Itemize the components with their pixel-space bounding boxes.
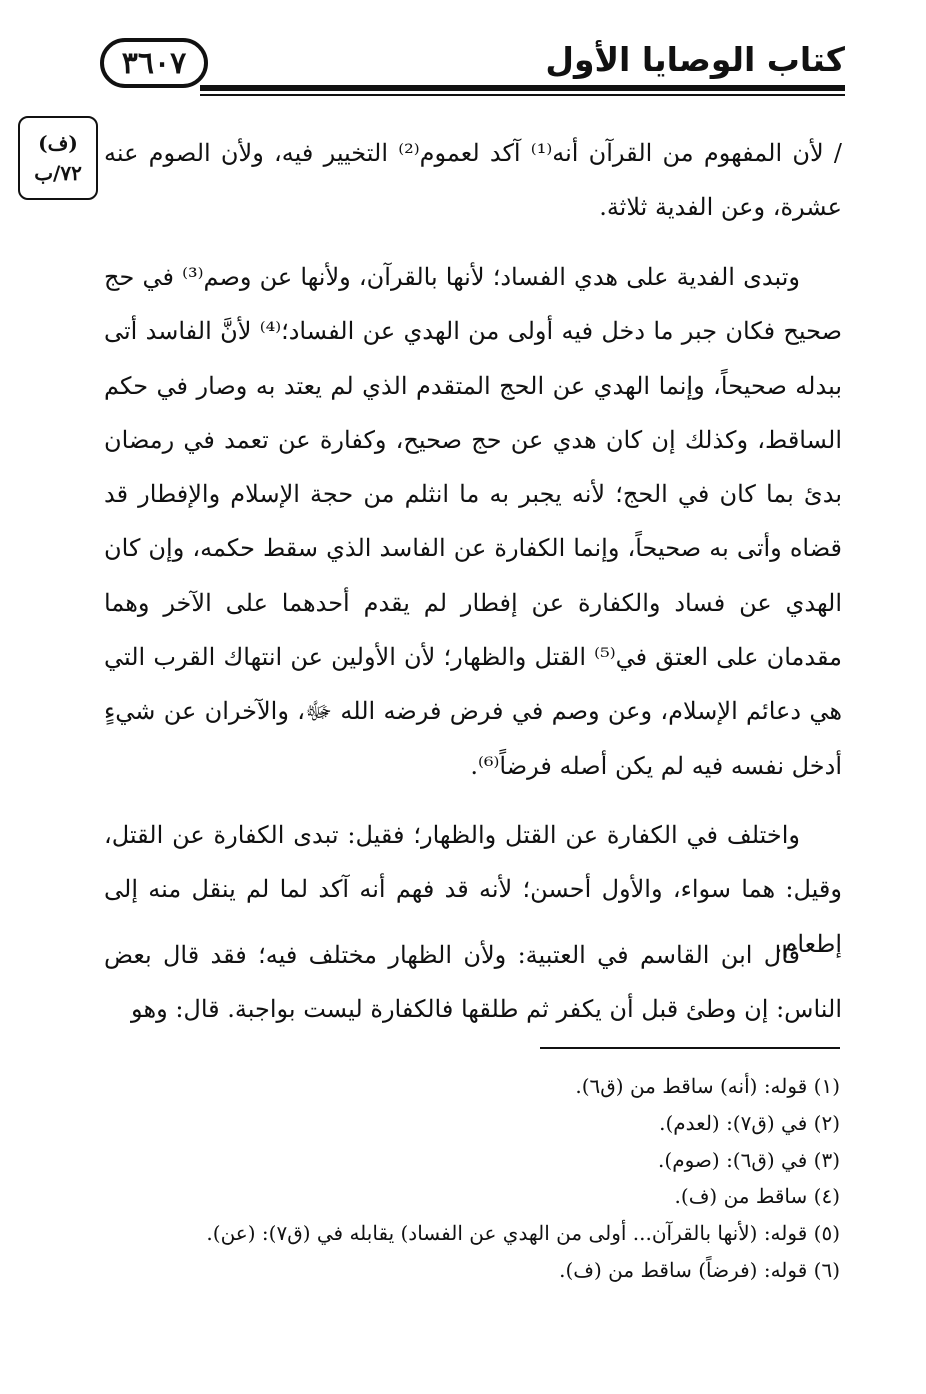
book-title: كتاب الوصايا الأول <box>545 40 845 79</box>
body-paragraph: وتبدى الفدية على هدي الفساد؛ لأنها بالقرآن، ولأنها عن وصم⁽³⁾ في حج صحيح فكان جبر ما دخل فيه أولى من الهدي عن الفساد؛⁽⁴⁾ لأنَّ الفاسد أتى ببدله صحيحاً، وإنما الهدي عن الحج المتقدم الذي لم يعتد به وصار في حكم الساقط، وكذلك إن كان هدي عن حج صحيح، وكفارة عن تعمد في رمضان بدئ بما كان في الحج؛ لأنه يجبر به ما انثلم من حجة الإسلام والإفطار قد قضاه وأتى به صحيحاً، وإنما الكفارة عن الفاسد الذي سقط حكمه، وإن كان الهدي عن فساد والكفارة عن إفطار لم يقدم أحدهما على الآخر وهما مقدمان على العتق في⁽⁵⁾ القتل والظهار؛ لأن الأولين عن انتهاك القرب التي هي دعائم الإسلام، وعن وصم في فرض فرضه الله ﷻ، والآخران عن شيءٍ أدخل نفسه فيه لم يكن أصله فرضاً⁽⁶⁾. <box>104 263 842 780</box>
body-paragraph: واختلف في الكفارة عن القتل والظهار؛ فقيل: تبدى الكفارة عن القتل، وقيل: هما سواء، والأول أحسن؛ لأنه قد فهم أنه آكد لما لم ينقل منه إلى إطعام. <box>104 821 842 958</box>
manuscript-folio-note <box>18 116 98 200</box>
footnotes <box>104 1068 840 1289</box>
header-rule-thin <box>200 94 845 96</box>
header-rule <box>200 85 845 91</box>
page-number: ٣٦٠٧ <box>100 38 208 88</box>
footnote: (٢) في (ق٧): (لعدم). <box>659 1110 840 1135</box>
folio-number: ٧٢/ب <box>34 161 82 185</box>
footnote: (٣) في (ق٦): (صوم). <box>658 1147 840 1172</box>
body-paragraph: قال ابن القاسم في العتبية: ولأن الظهار مختلف فيه؛ فقد قال بعض الناس: إن وطئ قبل أن يكفر ثم طلقها فالكفارة ليست بواجبة. قال: وهو <box>104 941 842 1024</box>
folio-source: (ف) <box>38 131 78 155</box>
footnote-separator <box>540 1047 840 1049</box>
body-paragraph-2-block <box>104 250 842 793</box>
footnote: (٤) ساقط من (ف). <box>674 1184 840 1209</box>
body-paragraph-4-block <box>104 928 842 1037</box>
footnote: (١) قوله: (أنه) ساقط من (ق٦). <box>575 1074 840 1098</box>
page-header <box>100 38 845 108</box>
footnote: (٥) قوله: (لأنها بالقرآن... أولى من الهدي عن الفساد) يقابله في (ق٧): (عن). <box>206 1221 840 1246</box>
body-paragraph: / لأن المفهوم من القرآن أنه⁽¹⁾ آكد لعموم⁽²⁾ التخيير فيه، ولأن الصوم عنه عشرة، وعن الفدية ثلاثة. <box>104 139 842 222</box>
body-paragraph-1-block <box>104 126 842 235</box>
footnote: (٦) قوله: (فرضاً) ساقط من (ف). <box>559 1257 840 1282</box>
